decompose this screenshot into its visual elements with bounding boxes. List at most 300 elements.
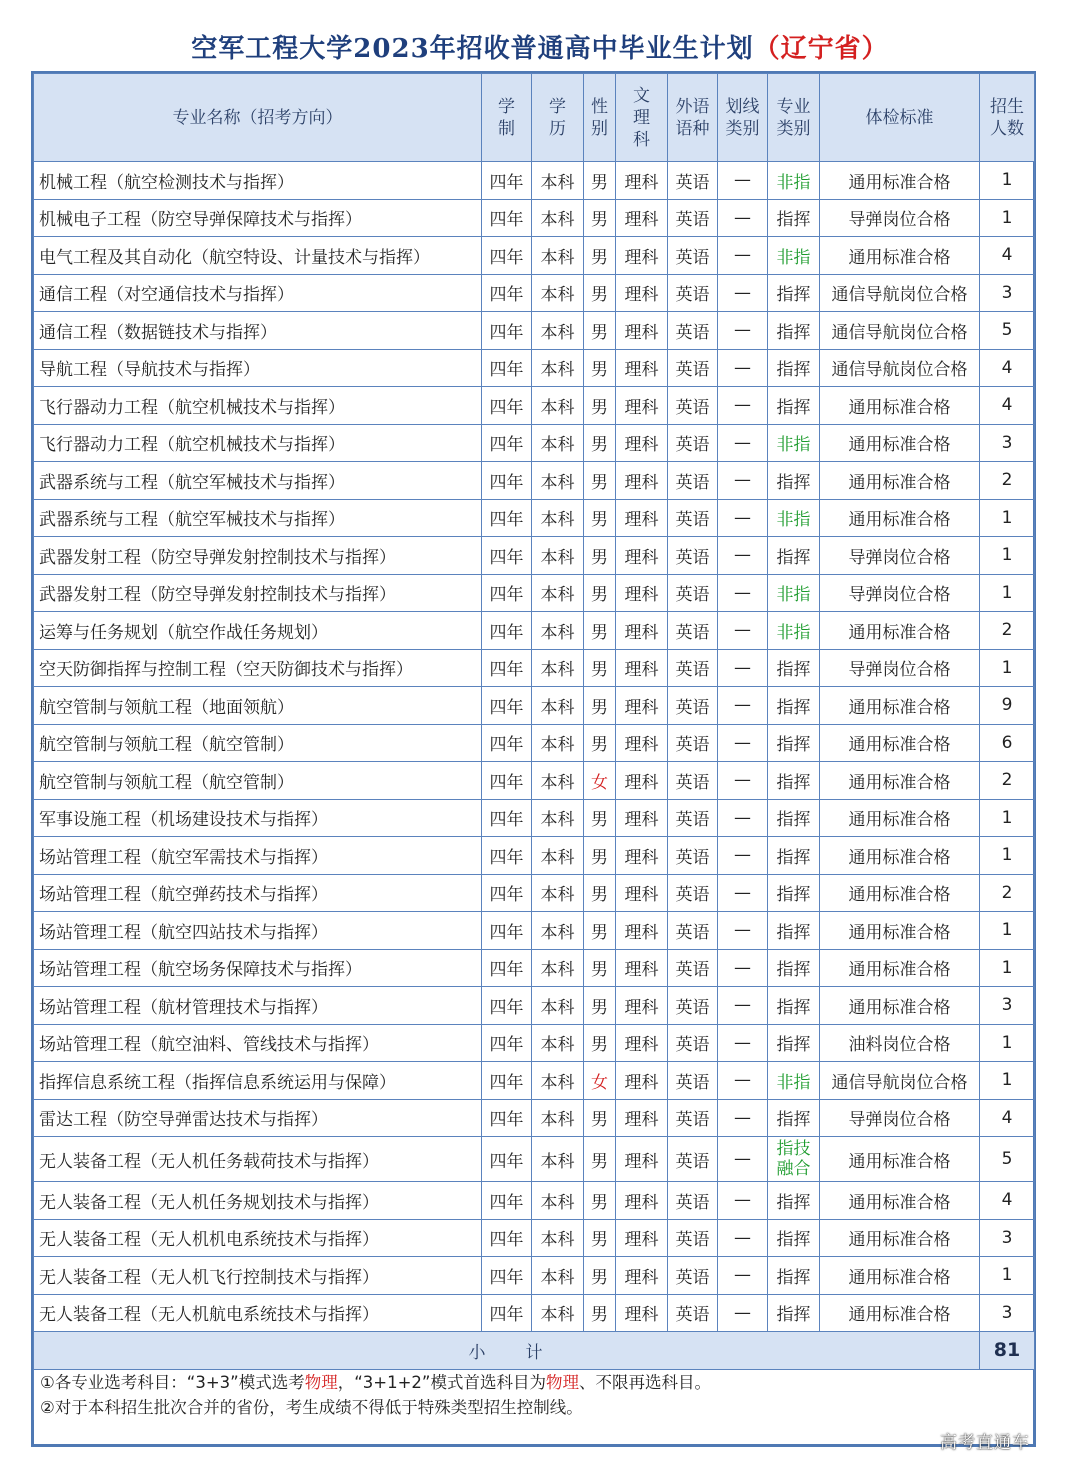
cell-gender: 男 (584, 162, 616, 200)
cell-count: 9 (980, 687, 1035, 725)
cell-gender: 男 (584, 874, 616, 912)
cell-years: 四年 (482, 1294, 532, 1332)
cell-language: 英语 (668, 874, 718, 912)
cell-language: 英语 (668, 237, 718, 275)
cell-category: 指挥 (768, 199, 820, 237)
table-row (34, 987, 1035, 1025)
cell-language: 英语 (668, 574, 718, 612)
cell-exam: 通信导航岗位合格 (820, 312, 980, 350)
cell-years: 四年 (482, 987, 532, 1025)
cell-name: 通信工程（对空通信技术与指挥） (34, 274, 482, 312)
cell-years: 四年 (482, 1182, 532, 1220)
cell-exam: 通用标准合格 (820, 987, 980, 1025)
cell-stream: 理科 (616, 1294, 668, 1332)
cell-exam: 通用标准合格 (820, 499, 980, 537)
cell-years: 四年 (482, 687, 532, 725)
cell-exam: 油料岗位合格 (820, 1024, 980, 1062)
cell-name: 指挥信息系统工程（指挥信息系统运用与保障） (34, 1062, 482, 1100)
cell-count: 4 (980, 1099, 1035, 1137)
cell-years: 四年 (482, 837, 532, 875)
cell-degree: 本科 (532, 237, 584, 275)
cell-gender: 男 (584, 1137, 616, 1182)
cell-category: 指挥 (768, 762, 820, 800)
cell-count: 1 (980, 199, 1035, 237)
cell-count: 1 (980, 649, 1035, 687)
cell-degree: 本科 (532, 1062, 584, 1100)
cell-language: 英语 (668, 199, 718, 237)
cell-years: 四年 (482, 349, 532, 387)
cell-count: 4 (980, 1182, 1035, 1220)
cell-years: 四年 (482, 499, 532, 537)
cell-name: 通信工程（数据链技术与指挥） (34, 312, 482, 350)
cell-gender: 男 (584, 1099, 616, 1137)
cell-line: — (718, 1099, 768, 1137)
cell-line: — (718, 912, 768, 950)
cell-line: — (718, 762, 768, 800)
cell-years: 四年 (482, 1099, 532, 1137)
cell-category: 指挥 (768, 687, 820, 725)
cell-stream: 理科 (616, 987, 668, 1025)
cell-degree: 本科 (532, 462, 584, 500)
cell-gender: 男 (584, 1294, 616, 1332)
cell-gender: 男 (584, 312, 616, 350)
table-row (34, 1219, 1035, 1257)
cell-name: 航空管制与领航工程（航空管制） (34, 762, 482, 800)
cell-category: 指挥 (768, 349, 820, 387)
cell-exam: 通用标准合格 (820, 424, 980, 462)
cell-category: 非指 (768, 162, 820, 200)
cell-years: 四年 (482, 162, 532, 200)
cell-stream: 理科 (616, 949, 668, 987)
cell-exam: 导弹岗位合格 (820, 649, 980, 687)
table-row (34, 574, 1035, 612)
cell-line: — (718, 612, 768, 650)
cell-gender: 男 (584, 387, 616, 425)
cell-count: 5 (980, 312, 1035, 350)
cell-stream: 理科 (616, 499, 668, 537)
cell-gender: 男 (584, 462, 616, 500)
cell-name: 武器系统与工程（航空军械技术与指挥） (34, 499, 482, 537)
cell-language: 英语 (668, 762, 718, 800)
cell-degree: 本科 (532, 762, 584, 800)
table-row (34, 612, 1035, 650)
cell-line: — (718, 387, 768, 425)
cell-gender: 男 (584, 1257, 616, 1295)
table-row (34, 1137, 1035, 1182)
cell-exam: 导弹岗位合格 (820, 574, 980, 612)
cell-exam: 通用标准合格 (820, 799, 980, 837)
cell-category: 指挥 (768, 799, 820, 837)
cell-degree: 本科 (532, 949, 584, 987)
cell-stream: 理科 (616, 874, 668, 912)
cell-count: 3 (980, 424, 1035, 462)
cell-category: 指挥 (768, 312, 820, 350)
cell-line: — (718, 1294, 768, 1332)
cell-degree: 本科 (532, 612, 584, 650)
cell-category: 指挥 (768, 724, 820, 762)
table-row (34, 537, 1035, 575)
cell-category: 指挥 (768, 462, 820, 500)
cell-language: 英语 (668, 649, 718, 687)
cell-line: — (718, 237, 768, 275)
cell-category: 非指 (768, 1062, 820, 1100)
cell-count: 1 (980, 837, 1035, 875)
cell-stream: 理科 (616, 199, 668, 237)
cell-exam: 通用标准合格 (820, 837, 980, 875)
table-row (34, 462, 1035, 500)
cell-years: 四年 (482, 762, 532, 800)
cell-name: 空天防御指挥与控制工程（空天防御技术与指挥） (34, 649, 482, 687)
cell-exam: 导弹岗位合格 (820, 199, 980, 237)
cell-name: 电气工程及其自动化（航空特设、计量技术与指挥） (34, 237, 482, 275)
cell-count: 2 (980, 462, 1035, 500)
cell-exam: 通用标准合格 (820, 874, 980, 912)
cell-exam: 通用标准合格 (820, 612, 980, 650)
cell-category: 指挥 (768, 874, 820, 912)
cell-line: — (718, 1219, 768, 1257)
cell-line: — (718, 987, 768, 1025)
cell-years: 四年 (482, 462, 532, 500)
cell-category: 指挥 (768, 949, 820, 987)
cell-line: — (718, 537, 768, 575)
cell-degree: 本科 (532, 1099, 584, 1137)
cell-category: 非指 (768, 574, 820, 612)
cell-degree: 本科 (532, 987, 584, 1025)
title-main: 空军工程大学2023年招收普通高中毕业生计划 (191, 34, 754, 64)
cell-category: 指挥 (768, 912, 820, 950)
cell-category: 指挥 (768, 1294, 820, 1332)
cell-line: — (718, 274, 768, 312)
cell-line: — (718, 199, 768, 237)
cell-stream: 理科 (616, 1137, 668, 1182)
cell-language: 英语 (668, 837, 718, 875)
cell-exam: 导弹岗位合格 (820, 537, 980, 575)
cell-exam: 通用标准合格 (820, 162, 980, 200)
cell-line: — (718, 424, 768, 462)
cell-category: 指挥 (768, 1219, 820, 1257)
cell-count: 5 (980, 1137, 1035, 1182)
cell-stream: 理科 (616, 1257, 668, 1295)
cell-stream: 理科 (616, 612, 668, 650)
cell-exam: 通用标准合格 (820, 724, 980, 762)
table-row (34, 724, 1035, 762)
cell-category: 指挥 (768, 537, 820, 575)
cell-language: 英语 (668, 612, 718, 650)
cell-gender: 男 (584, 799, 616, 837)
cell-name: 飞行器动力工程（航空机械技术与指挥） (34, 424, 482, 462)
cell-gender: 男 (584, 1182, 616, 1220)
cell-years: 四年 (482, 649, 532, 687)
cell-stream: 理科 (616, 1219, 668, 1257)
cell-stream: 理科 (616, 912, 668, 950)
table-row (34, 912, 1035, 950)
cell-language: 英语 (668, 912, 718, 950)
cell-language: 英语 (668, 1099, 718, 1137)
cell-exam: 通信导航岗位合格 (820, 1062, 980, 1100)
cell-exam: 通用标准合格 (820, 687, 980, 725)
cell-years: 四年 (482, 874, 532, 912)
cell-degree: 本科 (532, 837, 584, 875)
table-row (34, 349, 1035, 387)
cell-language: 英语 (668, 1137, 718, 1182)
cell-language: 英语 (668, 1062, 718, 1100)
cell-gender: 男 (584, 237, 616, 275)
subtotal-label: 小 计 (34, 1332, 980, 1370)
cell-name: 场站管理工程（航材管理技术与指挥） (34, 987, 482, 1025)
cell-name: 无人装备工程（无人机任务规划技术与指挥） (34, 1182, 482, 1220)
cell-gender: 男 (584, 912, 616, 950)
cell-name: 武器发射工程（防空导弹发射控制技术与指挥） (34, 574, 482, 612)
cell-category: 指挥 (768, 649, 820, 687)
cell-name: 场站管理工程（航空弹药技术与指挥） (34, 874, 482, 912)
cell-language: 英语 (668, 499, 718, 537)
cell-category: 指挥 (768, 1182, 820, 1220)
cell-category: 指挥 (768, 987, 820, 1025)
cell-line: — (718, 499, 768, 537)
cell-exam: 通用标准合格 (820, 1257, 980, 1295)
cell-stream: 理科 (616, 574, 668, 612)
cell-exam: 通用标准合格 (820, 912, 980, 950)
cell-stream: 理科 (616, 537, 668, 575)
cell-years: 四年 (482, 237, 532, 275)
cell-name: 机械工程（航空检测技术与指挥） (34, 162, 482, 200)
cell-name: 航空管制与领航工程（航空管制） (34, 724, 482, 762)
cell-count: 4 (980, 387, 1035, 425)
cell-gender: 男 (584, 274, 616, 312)
cell-count: 3 (980, 987, 1035, 1025)
cell-degree: 本科 (532, 574, 584, 612)
subtotal-value: 81 (980, 1332, 1035, 1370)
cell-line: — (718, 799, 768, 837)
cell-category: 指挥 (768, 1257, 820, 1295)
cell-language: 英语 (668, 1294, 718, 1332)
cell-degree: 本科 (532, 274, 584, 312)
cell-degree: 本科 (532, 1182, 584, 1220)
cell-category: 指挥 (768, 1024, 820, 1062)
cell-stream: 理科 (616, 237, 668, 275)
cell-exam: 通用标准合格 (820, 762, 980, 800)
cell-category: 非指 (768, 237, 820, 275)
table-row (34, 199, 1035, 237)
table-row (34, 649, 1035, 687)
cell-exam: 导弹岗位合格 (820, 1099, 980, 1137)
cell-degree: 本科 (532, 499, 584, 537)
cell-stream: 理科 (616, 837, 668, 875)
cell-exam: 通用标准合格 (820, 1137, 980, 1182)
cell-category: 指挥 (768, 387, 820, 425)
table-body (34, 162, 1035, 1332)
cell-category: 指挥 (768, 837, 820, 875)
cell-stream: 理科 (616, 162, 668, 200)
cell-name: 场站管理工程（航空油料、管线技术与指挥） (34, 1024, 482, 1062)
cell-count: 1 (980, 1024, 1035, 1062)
table-row (34, 1257, 1035, 1295)
cell-count: 1 (980, 949, 1035, 987)
cell-name: 场站管理工程（航空四站技术与指挥） (34, 912, 482, 950)
cell-name: 导航工程（导航技术与指挥） (34, 349, 482, 387)
table-row (34, 1294, 1035, 1332)
cell-name: 飞行器动力工程（航空机械技术与指挥） (34, 387, 482, 425)
cell-years: 四年 (482, 612, 532, 650)
cell-line: — (718, 349, 768, 387)
cell-degree: 本科 (532, 799, 584, 837)
cell-category: 非指 (768, 612, 820, 650)
title-province: （辽宁省） (753, 34, 889, 64)
cell-years: 四年 (482, 537, 532, 575)
cell-count: 1 (980, 537, 1035, 575)
cell-language: 英语 (668, 724, 718, 762)
col-header-major: 专业名称（招考方向） (34, 74, 482, 162)
col-header-exam: 体检标准 (820, 74, 980, 162)
cell-category: 指技 融合 (768, 1137, 820, 1182)
note-2: ②对于本科招生批次合并的省份，考生成绩不得低于特殊类型招生控制线。 (40, 1397, 583, 1417)
notes (34, 1369, 1035, 1420)
cell-degree: 本科 (532, 349, 584, 387)
cell-line: — (718, 574, 768, 612)
header-row (34, 74, 1035, 162)
cell-stream: 理科 (616, 687, 668, 725)
cell-name: 雷达工程（防空导弹雷达技术与指挥） (34, 1099, 482, 1137)
cell-language: 英语 (668, 1182, 718, 1220)
cell-stream: 理科 (616, 762, 668, 800)
cell-years: 四年 (482, 799, 532, 837)
cell-line: — (718, 949, 768, 987)
cell-exam: 通信导航岗位合格 (820, 349, 980, 387)
cell-name: 运筹与任务规划（航空作战任务规划） (34, 612, 482, 650)
cell-degree: 本科 (532, 1257, 584, 1295)
cell-line: — (718, 1137, 768, 1182)
table-row (34, 799, 1035, 837)
cell-count: 2 (980, 762, 1035, 800)
cell-category: 指挥 (768, 1099, 820, 1137)
cell-name: 机械电子工程（防空导弹保障技术与指挥） (34, 199, 482, 237)
cell-language: 英语 (668, 687, 718, 725)
table-row (34, 1099, 1035, 1137)
cell-years: 四年 (482, 312, 532, 350)
cell-name: 无人装备工程（无人机任务载荷技术与指挥） (34, 1137, 482, 1182)
cell-stream: 理科 (616, 349, 668, 387)
cell-years: 四年 (482, 724, 532, 762)
notes-row (34, 1369, 1035, 1420)
cell-gender: 男 (584, 612, 616, 650)
cell-gender: 男 (584, 987, 616, 1025)
cell-language: 英语 (668, 1257, 718, 1295)
table-row (34, 274, 1035, 312)
table-row (34, 499, 1035, 537)
cell-degree: 本科 (532, 649, 584, 687)
cell-language: 英语 (668, 537, 718, 575)
cell-exam: 通用标准合格 (820, 1294, 980, 1332)
cell-count: 4 (980, 237, 1035, 275)
cell-name: 武器发射工程（防空导弹发射控制技术与指挥） (34, 537, 482, 575)
table-row (34, 949, 1035, 987)
cell-name: 无人装备工程（无人机机电系统技术与指挥） (34, 1219, 482, 1257)
cell-gender: 男 (584, 537, 616, 575)
cell-language: 英语 (668, 987, 718, 1025)
cell-language: 英语 (668, 424, 718, 462)
col-header-years: 学制 (482, 74, 532, 162)
cell-exam: 通用标准合格 (820, 237, 980, 275)
cell-degree: 本科 (532, 199, 584, 237)
table-row (34, 237, 1035, 275)
cell-stream: 理科 (616, 1099, 668, 1137)
table-row (34, 424, 1035, 462)
cell-category: 非指 (768, 424, 820, 462)
cell-count: 2 (980, 874, 1035, 912)
cell-stream: 理科 (616, 724, 668, 762)
cell-degree: 本科 (532, 162, 584, 200)
col-header-degree: 学历 (532, 74, 584, 162)
cell-gender: 男 (584, 949, 616, 987)
cell-gender: 男 (584, 574, 616, 612)
cell-degree: 本科 (532, 1294, 584, 1332)
cell-years: 四年 (482, 1137, 532, 1182)
cell-stream: 理科 (616, 1182, 668, 1220)
cell-language: 英语 (668, 312, 718, 350)
table-row (34, 874, 1035, 912)
cell-stream: 理科 (616, 799, 668, 837)
page-title (0, 28, 1080, 65)
cell-language: 英语 (668, 274, 718, 312)
cell-count: 4 (980, 349, 1035, 387)
cell-gender: 男 (584, 837, 616, 875)
cell-years: 四年 (482, 912, 532, 950)
table-row (34, 387, 1035, 425)
cell-degree: 本科 (532, 1137, 584, 1182)
cell-gender: 男 (584, 724, 616, 762)
cell-gender: 男 (584, 424, 616, 462)
cell-count: 1 (980, 1062, 1035, 1100)
cell-line: — (718, 874, 768, 912)
cell-language: 英语 (668, 1024, 718, 1062)
cell-line: — (718, 162, 768, 200)
cell-exam: 通用标准合格 (820, 949, 980, 987)
table-row (34, 312, 1035, 350)
cell-gender: 男 (584, 199, 616, 237)
cell-degree: 本科 (532, 874, 584, 912)
cell-years: 四年 (482, 574, 532, 612)
cell-years: 四年 (482, 199, 532, 237)
cell-years: 四年 (482, 949, 532, 987)
cell-name: 军事设施工程（机场建设技术与指挥） (34, 799, 482, 837)
cell-degree: 本科 (532, 687, 584, 725)
cell-language: 英语 (668, 1219, 718, 1257)
cell-stream: 理科 (616, 424, 668, 462)
cell-exam: 通信导航岗位合格 (820, 274, 980, 312)
cell-gender: 男 (584, 499, 616, 537)
cell-degree: 本科 (532, 424, 584, 462)
cell-gender: 女 (584, 1062, 616, 1100)
cell-line: — (718, 687, 768, 725)
cell-years: 四年 (482, 1024, 532, 1062)
cell-name: 武器系统与工程（航空军械技术与指挥） (34, 462, 482, 500)
cell-line: — (718, 837, 768, 875)
cell-line: — (718, 1257, 768, 1295)
table-row (34, 762, 1035, 800)
col-header-line: 划线类别 (718, 74, 768, 162)
subtotal-row (34, 1332, 1035, 1370)
cell-gender: 男 (584, 687, 616, 725)
cell-language: 英语 (668, 462, 718, 500)
cell-line: — (718, 724, 768, 762)
cell-degree: 本科 (532, 912, 584, 950)
cell-name: 场站管理工程（航空军需技术与指挥） (34, 837, 482, 875)
cell-language: 英语 (668, 162, 718, 200)
cell-years: 四年 (482, 1219, 532, 1257)
cell-years: 四年 (482, 1257, 532, 1295)
cell-name: 航空管制与领航工程（地面领航） (34, 687, 482, 725)
cell-count: 2 (980, 612, 1035, 650)
